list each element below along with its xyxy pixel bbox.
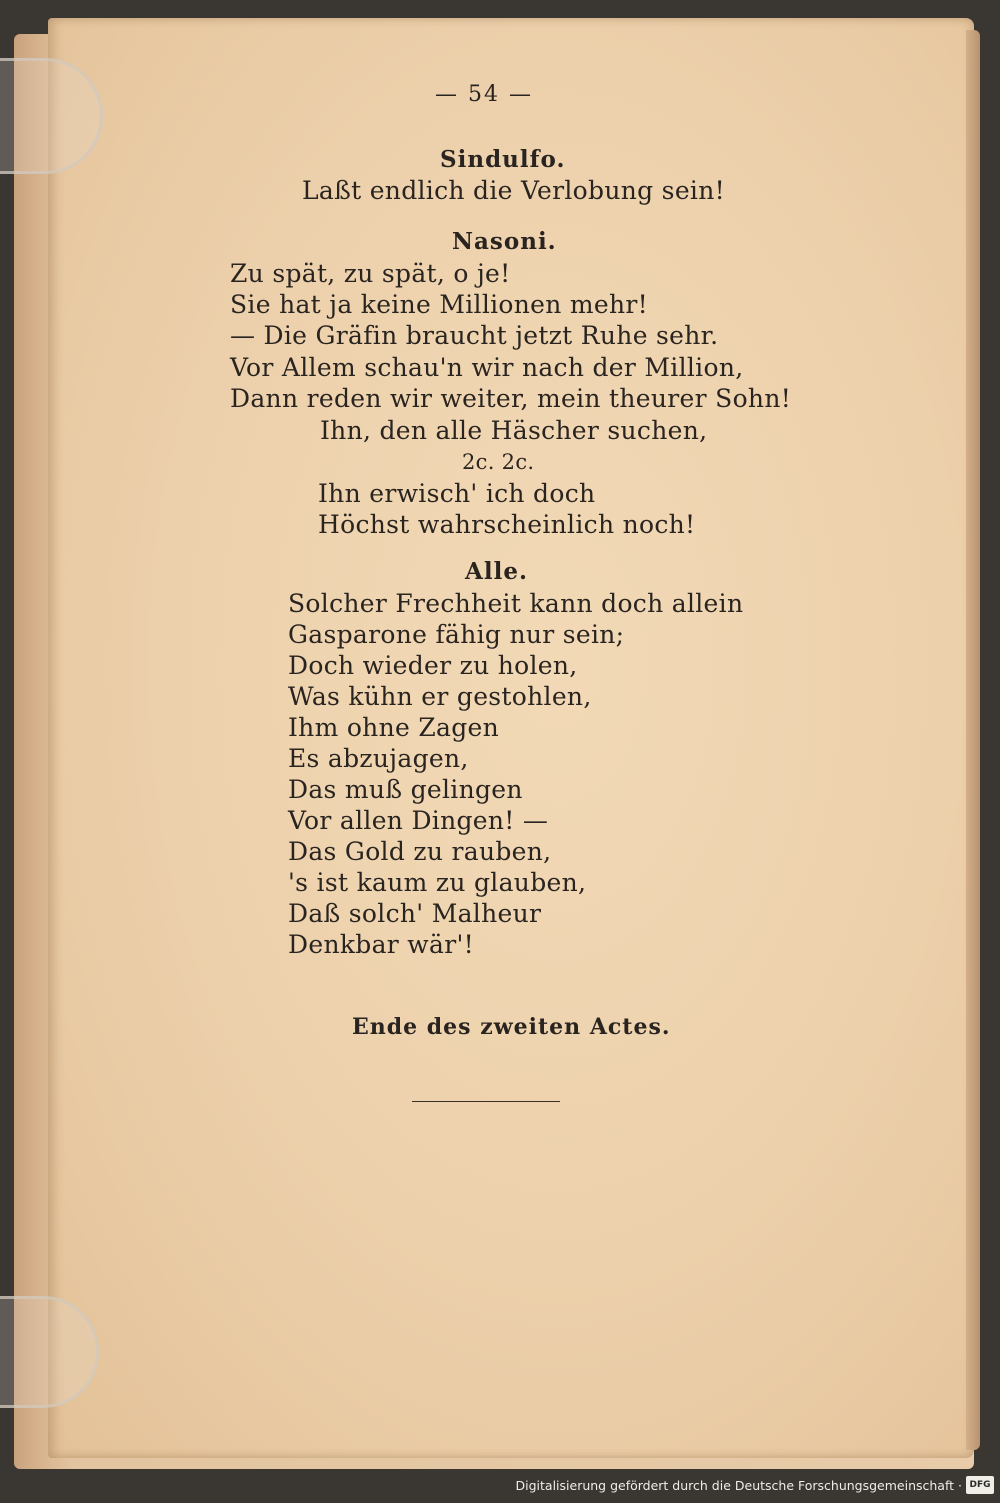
verse-line: Das muß gelingen: [288, 775, 523, 804]
funding-credit: Digitalisierung gefördert durch die Deutsche Forschungsgemeinschaft ·: [515, 1478, 962, 1493]
verse-line: Das Gold zu rauben,: [288, 837, 552, 866]
speaker-alle: Alle.: [465, 558, 528, 585]
verse-line: Ihn erwisch' ich doch: [318, 479, 596, 508]
verse-line: Sie hat ja keine Millionen mehr!: [230, 290, 649, 319]
verse-line: — Die Gräfin braucht jetzt Ruhe sehr.: [230, 321, 719, 350]
verse-line: Vor Allem schau'n wir nach der Million,: [230, 353, 744, 382]
verse-line: Gasparone fähig nur sein;: [288, 620, 625, 649]
verse-line: Höchst wahrscheinlich noch!: [318, 510, 696, 539]
verse-line: Ihm ohne Zagen: [288, 713, 499, 742]
verse-line: Vor allen Dingen! —: [288, 806, 549, 835]
verse-line: Es abzujagen,: [288, 744, 469, 773]
verse-line: Daß solch' Malheur: [288, 899, 542, 928]
verse-line: Dann reden wir weiter, mein theurer Sohn!: [230, 384, 792, 413]
verse-line: Laßt endlich die Verlobung sein!: [302, 176, 725, 205]
dfg-logo: DFG: [966, 1476, 994, 1494]
speaker-sindulfo: Sindulfo.: [440, 146, 566, 173]
act-end-heading: Ende des zweiten Actes.: [352, 1014, 671, 1040]
verse-line: Ihn, den alle Häscher suchen,: [320, 416, 708, 445]
page-number: — 54 —: [435, 82, 533, 107]
verse-line: Doch wieder zu holen,: [288, 651, 578, 680]
verse-line: Zu spät, zu spät, o je!: [230, 259, 511, 288]
verse-line: Was kühn er gestohlen,: [288, 682, 592, 711]
verse-line: Denkbar wär'!: [288, 930, 474, 959]
page-right-edge: [966, 30, 980, 1450]
verse-line: 's ist kaum zu glauben,: [288, 868, 587, 897]
end-divider: [412, 1101, 560, 1102]
speaker-nasoni: Nasoni.: [452, 228, 557, 255]
verse-line: Solcher Frechheit kann doch allein: [288, 589, 744, 618]
verse-line: 2c. 2c.: [462, 450, 535, 474]
